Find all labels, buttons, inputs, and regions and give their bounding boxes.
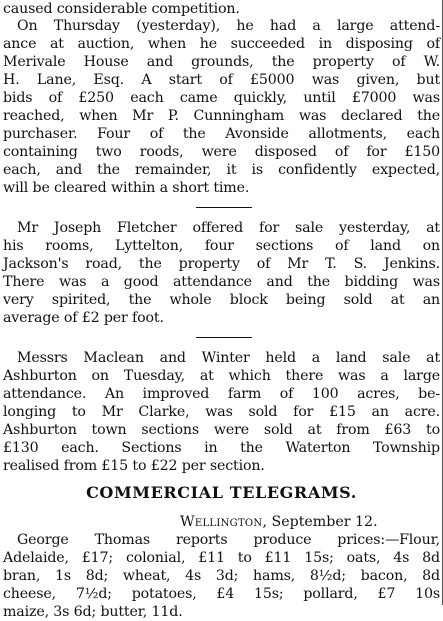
text-line: Mr Joseph Fletcher offered for sale yesterday, at xyxy=(17,220,440,236)
text-line: bran, 1s 8d; wheat, 4s 3d; hams, 8½d; bacon, 8d xyxy=(3,568,440,584)
text-line: longing to Mr Clarke, was sold for £15 an acre. xyxy=(3,404,440,420)
text-line: Adelaide, £17; colonial, £11 to £11 15s; oats, 4s 8d xyxy=(3,550,440,566)
text-line: containing two roods, were disposed of for £150 xyxy=(3,144,440,160)
text-line: very spirited, the whole block being sold at an xyxy=(3,292,440,308)
text-line: There was a good attendance and the bidding was xyxy=(3,274,440,290)
text-line: his rooms, Lyttelton, four sections of land on xyxy=(3,238,440,254)
text-line: George Thomas reports produce prices:—Flour, xyxy=(17,532,440,548)
dateline-place: Wellington xyxy=(180,514,263,530)
text-line: Jackson's road, the property of Mr T. S. Jenkins. xyxy=(3,256,440,272)
text-line: realised from £15 to £22 per section. xyxy=(3,458,265,474)
text-line: average of £2 per foot. xyxy=(3,310,164,326)
text-line: Merivale House and grounds, the property of W. xyxy=(3,54,440,70)
text-line: reached, when Mr P. Cunningham was declared the xyxy=(3,108,440,124)
text-line: Ashburton on Tuesday, at which there was a large xyxy=(3,368,440,384)
text-line: On Thursday (yesterday), he had a large attend- xyxy=(17,18,440,34)
text-line: H. Lane, Esq. A start of £5000 was given, but xyxy=(3,72,440,88)
section-divider xyxy=(196,337,252,338)
text-line: caused considerable competition. xyxy=(3,1,240,17)
text-line: cheese, 7½d; potatoes, £4 15s; pollard, £7 10s xyxy=(3,586,440,602)
section-divider xyxy=(196,207,252,208)
text-line: purchaser. Four of the Avonside allotments, each xyxy=(3,126,440,142)
text-line: £130 each. Sections in the Waterton Township xyxy=(3,440,440,456)
text-line: ance at auction, when he succeeded in disposing of xyxy=(3,36,440,52)
text-line: Ashburton town sections were sold at from £63 to xyxy=(3,422,440,438)
section-heading: COMMERCIAL TELEGRAMS. xyxy=(86,483,357,502)
text-line: Messrs Maclean and Winter held a land sale at xyxy=(17,350,440,366)
text-line: each, and the remainder, it is confidently expected, xyxy=(3,162,440,178)
dateline xyxy=(180,513,440,531)
text-line: will be cleared within a short time. xyxy=(3,180,250,196)
text-line: maize, 3s 6d; butter, 11d. xyxy=(3,604,183,620)
text-line: bids of £250 each came quickly, until £7000 was xyxy=(3,90,440,106)
dateline-date: , September 12. xyxy=(262,514,378,530)
text-line: attendance. An improved farm of 100 acres, be- xyxy=(3,386,440,402)
